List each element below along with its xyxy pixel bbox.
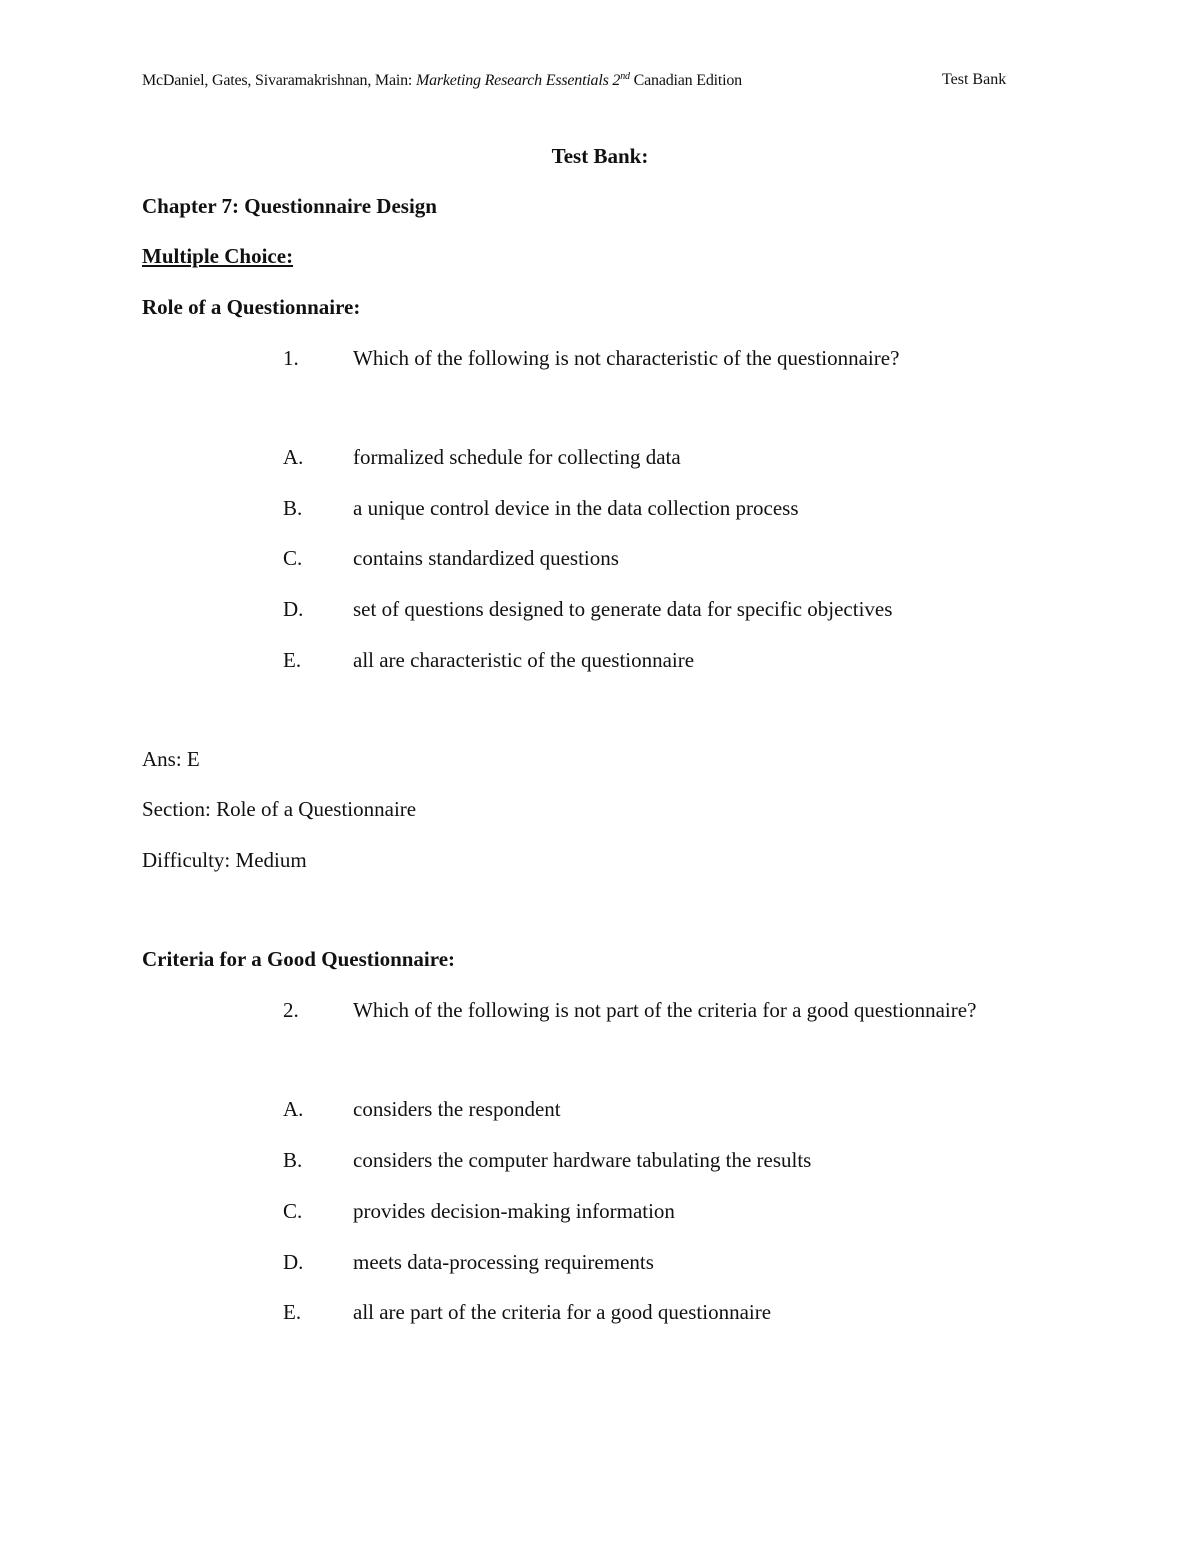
question-number: 2. bbox=[283, 998, 299, 1022]
option-letter: C. bbox=[283, 1199, 303, 1223]
header-edition: Canadian Edition bbox=[629, 72, 742, 89]
option-text: a unique control device in the data collection process bbox=[353, 496, 799, 520]
option-text: considers the computer hardware tabulating the results bbox=[353, 1148, 812, 1172]
option-text: all are characteristic of the questionnaire bbox=[353, 648, 695, 672]
option-text: formalized schedule for collecting data bbox=[353, 445, 681, 469]
option-letter: E. bbox=[283, 648, 302, 672]
header-edition-superscript: nd bbox=[620, 71, 630, 82]
option-text: meets data-processing requirements bbox=[353, 1250, 654, 1274]
page-title: Test Bank: bbox=[551, 144, 649, 168]
option-text: considers the respondent bbox=[353, 1097, 561, 1121]
answer-key: Ans: E bbox=[142, 747, 200, 771]
option-letter: B. bbox=[283, 496, 303, 520]
option-letter: D. bbox=[283, 1250, 304, 1274]
option-letter: B. bbox=[283, 1148, 303, 1172]
option-letter: D. bbox=[283, 597, 304, 621]
question-text: Which of the following is not part of the criteria for a good questionnaire? bbox=[353, 998, 977, 1022]
section-heading: Role of a Questionnaire: bbox=[142, 295, 361, 319]
option-text: all are part of the criteria for a good questionnaire bbox=[353, 1300, 772, 1324]
header-authors: McDaniel, Gates, Sivaramakrishnan, Main: bbox=[142, 72, 416, 89]
option-text: contains standardized questions bbox=[353, 546, 619, 570]
question-type-heading: Multiple Choice: bbox=[142, 244, 294, 268]
header-book-title: Marketing Research Essentials 2 bbox=[415, 72, 621, 89]
option-text: set of questions designed to generate data for specific objectives bbox=[353, 597, 893, 621]
option-letter: E. bbox=[283, 1300, 302, 1324]
section-heading: Criteria for a Good Questionnaire: bbox=[142, 947, 456, 971]
option-letter: A. bbox=[283, 445, 304, 469]
question-text: Which of the following is not characteristic of the questionnaire? bbox=[353, 346, 900, 370]
running-header-citation bbox=[142, 71, 742, 90]
option-letter: C. bbox=[283, 546, 303, 570]
option-letter: A. bbox=[283, 1097, 304, 1121]
option-text: provides decision-making information bbox=[353, 1199, 675, 1223]
chapter-heading: Chapter 7: Questionnaire Design bbox=[142, 194, 437, 218]
answer-section: Section: Role of a Questionnaire bbox=[142, 797, 417, 821]
question-number: 1. bbox=[283, 346, 299, 370]
running-header-label: Test Bank bbox=[942, 71, 1007, 88]
answer-difficulty: Difficulty: Medium bbox=[142, 848, 307, 872]
